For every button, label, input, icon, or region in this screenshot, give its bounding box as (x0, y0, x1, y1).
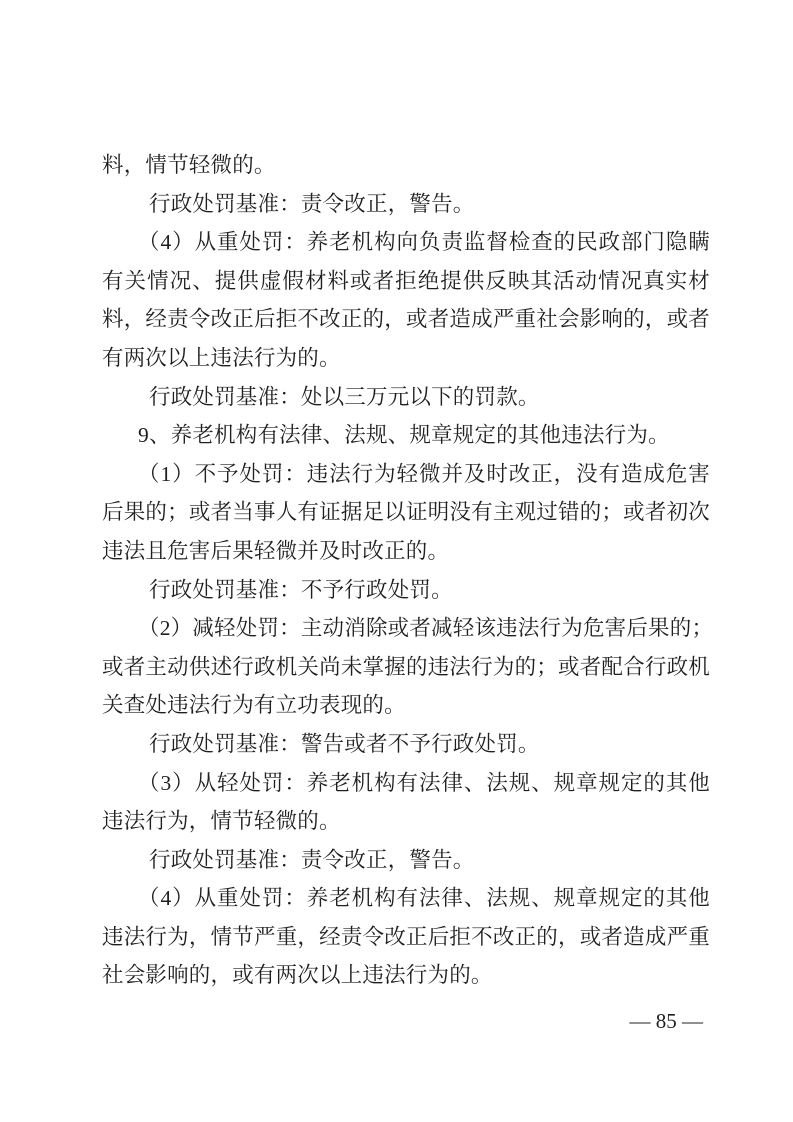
paragraph (102, 879, 710, 995)
paragraph (102, 185, 710, 224)
text-line: 9、养老机构有法律、法规、规章规定的其他违法行为。 (138, 423, 670, 448)
text-line: 行政处罚基准：不予行政处罚。 (149, 577, 453, 602)
text-line: 有两次以上违法行为的。 (102, 345, 341, 370)
paragraph (102, 764, 710, 841)
paragraph (102, 416, 710, 455)
text-line: 违法行为，情节严重，经责令改正后拒不改正的，或者造成严重 (102, 924, 710, 949)
paragraph (102, 455, 710, 571)
text-line: 行政处罚基准：责令改正，警告。 (149, 191, 475, 216)
paragraph (102, 841, 710, 880)
paragraph (102, 146, 710, 185)
text-line: 后果的；或者当事人有证据足以证明没有主观过错的；或者初次 (102, 500, 710, 525)
text-line: 有关情况、提供虚假材料或者拒绝提供反映其活动情况真实材 (102, 268, 710, 293)
text-line: （3）从轻处罚：养老机构有法律、法规、规章规定的其他 (138, 770, 710, 795)
text-line: 或者主动供述行政机关尚未掌握的违法行为的；或者配合行政机 (102, 654, 710, 679)
text-line: 行政处罚基准：警告或者不予行政处罚。 (149, 731, 540, 756)
paragraph (102, 725, 710, 764)
paragraph (102, 571, 710, 610)
text-line: 违法且危害后果轻微并及时改正的。 (102, 538, 450, 563)
paragraph (102, 378, 710, 417)
text-line: 行政处罚基准：责令改正，警告。 (149, 847, 475, 872)
text-line: 关查处违法行为有立功表现的。 (102, 693, 406, 718)
page-number: — 85 — (629, 1009, 703, 1033)
paragraph (102, 609, 714, 725)
text-line: 行政处罚基准：处以三万元以下的罚款。 (149, 384, 540, 409)
text-line: 料，情节轻微的。 (102, 153, 276, 177)
text-line: 料，经责令改正后拒不改正的，或者造成严重社会影响的，或者 (102, 307, 710, 332)
text-line: 社会影响的，或有两次以上违法行为的。 (102, 963, 493, 988)
text-line: （2）减轻处罚：主动消除或者减轻该违法行为危害后果的； (138, 616, 714, 641)
text-line: 违法行为，情节轻微的。 (102, 809, 341, 834)
text-line: （4）从重处罚：养老机构向负责监督检查的民政部门隐瞒 (138, 230, 710, 255)
paragraph (102, 223, 710, 377)
text-line: （1）不予处罚：违法行为轻微并及时改正，没有造成危害 (138, 461, 710, 486)
text-line: （4）从重处罚：养老机构有法律、法规、规章规定的其他 (138, 886, 710, 911)
document-body (102, 146, 714, 995)
